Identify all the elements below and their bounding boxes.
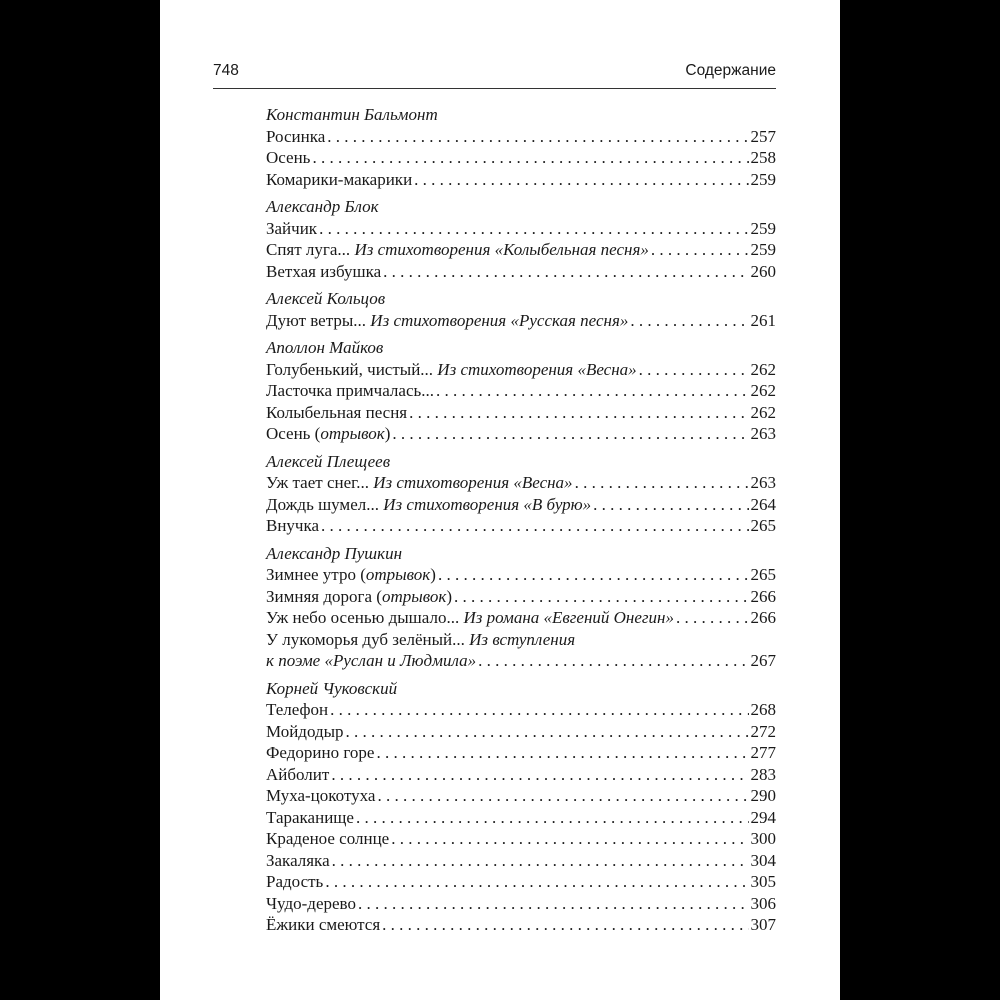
- dot-leader: [331, 764, 748, 786]
- entry-note: отрывок: [365, 565, 431, 584]
- dot-leader: [392, 423, 748, 445]
- entry-title: Зимнее утро (: [266, 565, 366, 584]
- dot-leader: [321, 515, 748, 537]
- toc-entry: [266, 472, 776, 494]
- entry-title: Зайчик: [266, 218, 318, 238]
- toc-section: [266, 337, 776, 445]
- dot-leader: [377, 785, 748, 807]
- toc-entry: [266, 850, 776, 872]
- page-number: 748: [213, 62, 239, 79]
- dot-leader: [358, 893, 749, 915]
- entry-page: 262: [750, 402, 776, 422]
- entry-text: [266, 586, 452, 608]
- entry-note: Из стихотворения «Весна»: [373, 473, 573, 492]
- dot-leader: [454, 586, 748, 608]
- entry-title: Внучка: [266, 516, 320, 535]
- entry-title: Спят луга...: [266, 240, 351, 259]
- entry-text: [266, 494, 591, 516]
- entry-title: Федорино горе: [266, 743, 375, 762]
- running-header: [213, 62, 776, 84]
- entry-text: [266, 402, 407, 424]
- toc-entry: [266, 261, 776, 283]
- entry-note: Из стихотворения «В бурю»: [383, 494, 592, 514]
- dot-leader: [438, 564, 749, 586]
- toc-entry: [266, 169, 776, 191]
- toc-entry: [266, 380, 776, 402]
- entry-text: [266, 785, 375, 807]
- toc-entry: [266, 828, 776, 850]
- entry-title: Комарики-макарики: [266, 169, 413, 189]
- entry-page: 283: [750, 764, 776, 784]
- toc-entry: [266, 310, 776, 332]
- toc-entry: [266, 494, 776, 516]
- entry-page: 264: [750, 494, 776, 514]
- entry-note: отрывок: [381, 586, 447, 606]
- entry-title: Дуют ветры...: [266, 310, 367, 330]
- toc-section: [266, 196, 776, 282]
- entry-page: 266: [750, 586, 776, 606]
- dot-leader: [575, 472, 749, 494]
- entry-text: [266, 218, 317, 240]
- dot-leader: [346, 721, 749, 743]
- dot-leader: [414, 169, 748, 191]
- toc-entry: [266, 126, 776, 148]
- toc-section: [266, 451, 776, 537]
- entry-page: 272: [750, 721, 776, 741]
- toc-entry: [266, 871, 776, 893]
- toc-section: [266, 543, 776, 672]
- entry-text: [266, 721, 344, 743]
- toc-entry: [266, 764, 776, 786]
- header-rule: [213, 88, 776, 89]
- dot-leader: [436, 380, 748, 402]
- dot-leader: [325, 871, 748, 893]
- toc-section: [266, 288, 776, 331]
- dot-leader: [330, 699, 748, 721]
- entry-page: 265: [750, 565, 776, 584]
- table-of-contents: [266, 104, 776, 936]
- author-name: Александр Блок: [266, 197, 379, 216]
- entry-title: Колыбельная песня: [266, 402, 408, 422]
- dot-leader: [376, 742, 748, 764]
- entry-text: [266, 310, 628, 332]
- entry-title: Ласточка примчалась...: [266, 381, 435, 400]
- entry-title: Дождь шумел...: [266, 494, 379, 514]
- entry-text: [266, 607, 674, 629]
- entry-title: У лукоморья дуб зелёный...: [266, 629, 465, 649]
- dot-leader: [382, 914, 748, 936]
- dot-leader: [478, 650, 748, 672]
- entry-title: Закаляка: [266, 850, 330, 870]
- entry-text: [266, 169, 412, 191]
- dot-leader: [319, 218, 748, 240]
- author-name: Алексей Плещеев: [266, 451, 391, 471]
- entry-page: 266: [750, 608, 776, 627]
- entry-page: 304: [750, 850, 776, 870]
- dot-leader: [409, 402, 748, 424]
- entry-title: Чудо-дерево: [266, 893, 356, 913]
- toc-entry: [266, 785, 776, 807]
- entry-page: 267: [750, 651, 776, 670]
- entry-title: Краденое солнце: [266, 829, 390, 848]
- entry-title: Телефон: [266, 700, 329, 719]
- entry-page: 257: [750, 126, 776, 146]
- entry-page: 262: [750, 381, 776, 400]
- entry-title: Айболит: [266, 764, 330, 784]
- toc-entry-line: [266, 629, 776, 651]
- dot-leader: [639, 359, 749, 381]
- toc-entry: [266, 699, 776, 721]
- entry-page: 290: [750, 786, 776, 805]
- author-name: Александр Пушкин: [266, 543, 402, 563]
- entry-title: Радость: [266, 872, 324, 891]
- entry-text: [266, 261, 381, 283]
- dot-leader: [332, 850, 749, 872]
- entry-title: Росинка: [266, 126, 326, 146]
- entry-page: 268: [750, 700, 776, 719]
- dot-leader: [391, 828, 748, 850]
- dot-leader: [651, 239, 749, 261]
- entry-note: Из стихотворения «Колыбельная песня»: [354, 240, 649, 259]
- toc-entry: [266, 742, 776, 764]
- entry-title: Мойдодыр: [266, 721, 344, 741]
- entry-title: Осень: [266, 148, 311, 167]
- entry-suffix: ): [446, 586, 453, 606]
- entry-text: [266, 914, 380, 936]
- dot-leader: [593, 494, 748, 516]
- toc-entry: [266, 607, 776, 629]
- toc-entry: [266, 147, 776, 169]
- author-name: Алексей Кольцов: [266, 289, 386, 308]
- entry-text: [266, 828, 389, 850]
- entry-page: 259: [750, 240, 776, 259]
- entry-text: [266, 807, 354, 829]
- toc-section: [266, 104, 776, 190]
- entry-text: [266, 871, 323, 893]
- dot-leader: [630, 310, 748, 332]
- entry-text: [266, 239, 649, 261]
- entry-page: 305: [750, 872, 776, 891]
- entry-title: Ветхая избушка: [266, 261, 382, 281]
- entry-text: [266, 359, 637, 381]
- entry-suffix: ): [384, 424, 391, 443]
- entry-page: 263: [750, 424, 776, 443]
- entry-title: Ёжики смеются: [266, 915, 381, 934]
- entry-page: 261: [750, 310, 776, 330]
- entry-text: [266, 564, 436, 586]
- author-name: Корней Чуковский: [266, 678, 398, 698]
- entry-text: [266, 380, 434, 402]
- running-title: Содержание: [685, 62, 776, 79]
- book-page: [160, 0, 840, 1000]
- entry-note: Из стихотворения «Весна»: [437, 359, 637, 379]
- toc-entry: [266, 402, 776, 424]
- entry-page: 259: [750, 218, 776, 238]
- entry-text: [266, 423, 390, 445]
- entry-text: [266, 742, 374, 764]
- entry-text: [266, 515, 319, 537]
- dot-leader: [383, 261, 748, 283]
- toc-entry: [266, 586, 776, 608]
- entry-note: Из романа «Евгений Онегин»: [463, 608, 674, 627]
- entry-title: Тараканище: [266, 807, 354, 827]
- entry-page: 265: [750, 516, 776, 535]
- toc-entry: [266, 564, 776, 586]
- dot-leader: [676, 607, 749, 629]
- entry-page: 294: [750, 807, 776, 827]
- entry-note: Из стихотворения «Русская песня»: [370, 310, 629, 330]
- entry-text: [266, 850, 330, 872]
- entry-note-continuation: к поэме «Руслан и Людмила»: [266, 651, 477, 670]
- entry-page: 300: [750, 829, 776, 848]
- dot-leader: [327, 126, 748, 148]
- entry-page: 260: [750, 261, 776, 281]
- dot-leader: [312, 147, 748, 169]
- entry-title: Осень (: [266, 424, 321, 443]
- entry-suffix: ): [430, 565, 436, 584]
- toc-section: [266, 678, 776, 936]
- entry-text: [266, 699, 328, 721]
- entry-text: [266, 764, 329, 786]
- entry-text: [266, 893, 356, 915]
- toc-entry: [266, 218, 776, 240]
- toc-entry: [266, 423, 776, 445]
- entry-page: 307: [750, 915, 776, 934]
- dot-leader: [356, 807, 749, 829]
- entry-title: Уж тает снег...: [266, 473, 369, 492]
- author-name: Константин Бальмонт: [266, 105, 438, 124]
- toc-entry: [266, 721, 776, 743]
- author-name: Аполлон Майков: [266, 338, 384, 357]
- entry-page: 258: [750, 148, 776, 167]
- toc-entry: [266, 914, 776, 936]
- entry-title: Уж небо осенью дышало...: [266, 608, 460, 627]
- toc-entry: [266, 650, 776, 672]
- entry-title: Муха-цокотуха: [266, 786, 376, 805]
- entry-page: 263: [750, 473, 776, 492]
- toc-entry: [266, 515, 776, 537]
- entry-text: [266, 147, 310, 169]
- entry-text: [266, 126, 325, 148]
- entry-text: [266, 472, 573, 494]
- entry-title: Зимняя дорога (: [266, 586, 382, 606]
- toc-entry: [266, 239, 776, 261]
- toc-entry: [266, 807, 776, 829]
- entry-note: отрывок: [320, 424, 385, 443]
- entry-page: 259: [750, 169, 776, 189]
- entry-note: Из вступления: [469, 629, 576, 649]
- toc-entry: [266, 359, 776, 381]
- entry-title: Голубенький, чистый...: [266, 359, 434, 379]
- toc-entry: [266, 893, 776, 915]
- entry-page: 277: [750, 743, 776, 762]
- entry-page: 262: [750, 359, 776, 379]
- entry-page: 306: [750, 893, 776, 913]
